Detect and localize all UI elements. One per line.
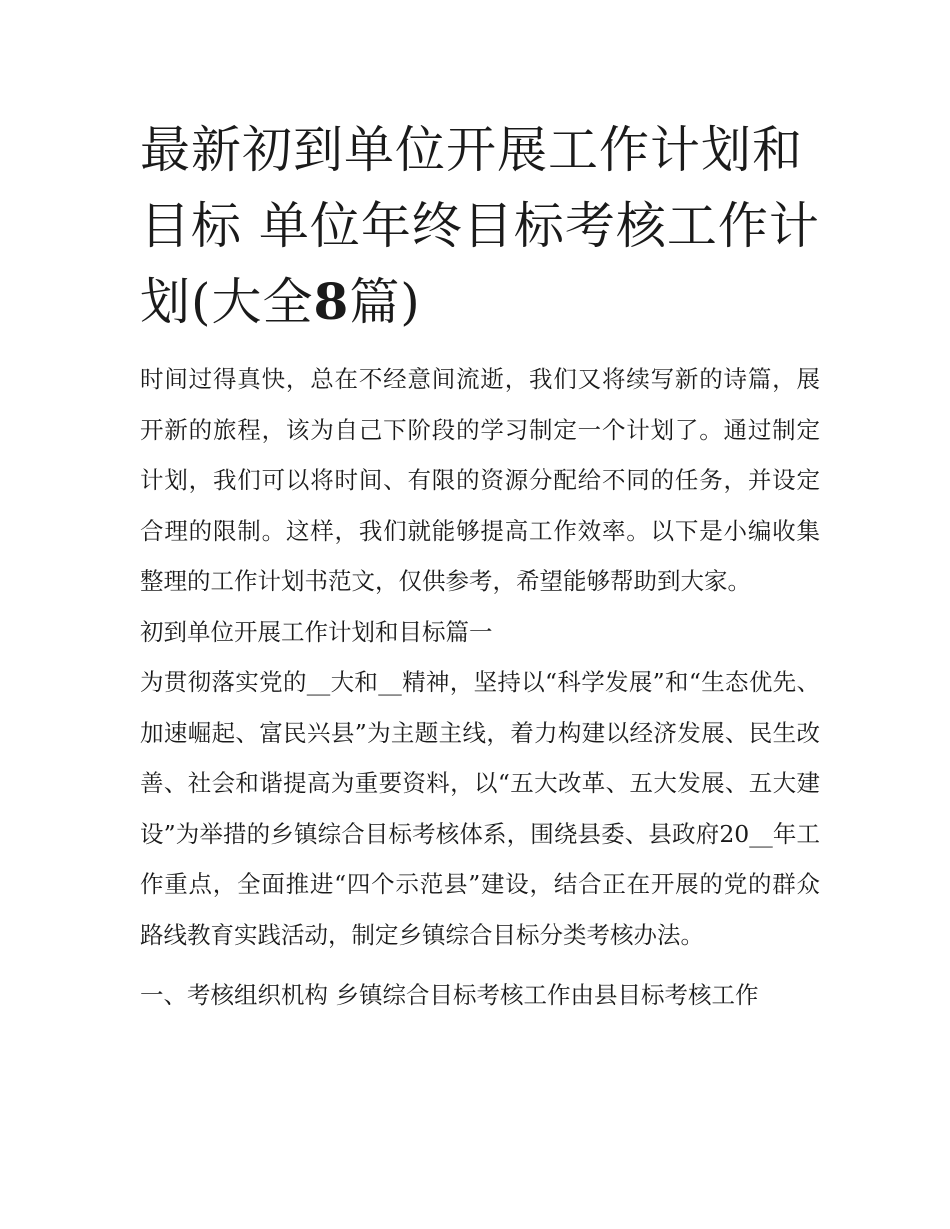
title-text: 最新初到单位开展工作计划和目标 单位年终目标考核工作计划(大全 xyxy=(140,121,820,331)
document-title xyxy=(140,112,820,340)
title-number: 8 xyxy=(313,272,350,331)
section-heading: 初到单位开展工作计划和目标篇一 xyxy=(140,617,493,646)
document-page xyxy=(140,112,820,1021)
title-suffix: 篇) xyxy=(349,273,421,331)
section-paragraph: 一、考核组织机构 乡镇综合目标考核工作由县目标考核工作 xyxy=(140,981,759,1009)
intro-paragraph: 时间过得真快，总在不经意间流逝，我们又将续写新的诗篇，展开新的旅程，该为自己下阶段的学习制定一个计划了。通过制定计划，我们可以将时间、有限的资源分配给不同的任务，并设定合理的限制。这样，我们就能够提高工作效率。以下是小编收集整理的工作计划书范文，仅供参考，希望能够帮助到大家。 xyxy=(140,365,820,595)
body-paragraph: 为贯彻落实党的__大和__精神，坚持以“科学发展”和“生态优先、加速崛起、富民兴县”为主题主线，着力构建以经济发展、民生改善、社会和谐提高为重要资料，以“五大改革、五大发展、五大建设”为举措的乡镇综合目标考核体系，围绕县委、县政府20__年工作重点，全面推进“四个示范县”建设，结合正在开展的党的群众路线教育实践活动，制定乡镇综合目标分类考核办法。 xyxy=(140,668,820,949)
